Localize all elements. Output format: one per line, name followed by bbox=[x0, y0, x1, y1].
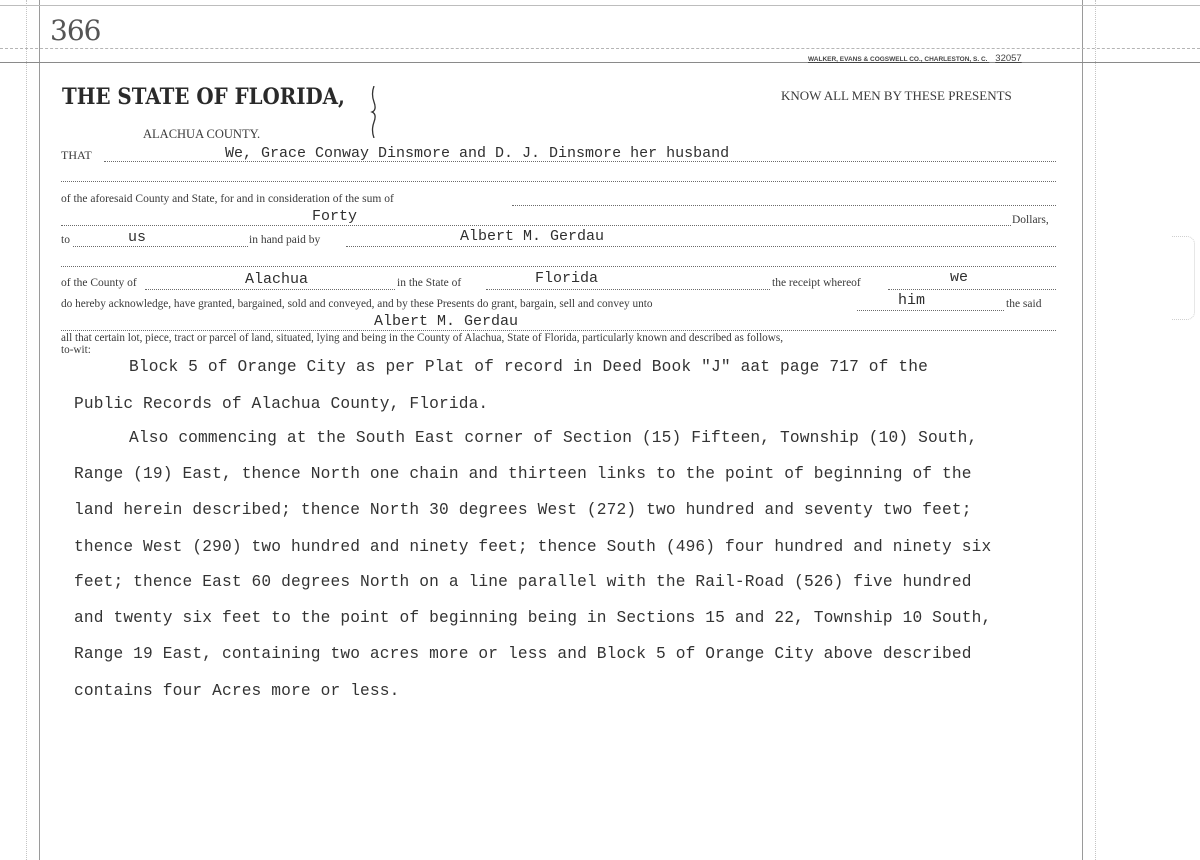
to-value: us bbox=[128, 229, 147, 246]
convey-value: him bbox=[898, 292, 926, 309]
description-line: Range 19 East, containing two acres more or less and Block 5 of Orange City above described bbox=[74, 645, 972, 663]
dollars-label: Dollars, bbox=[1012, 214, 1049, 226]
grantors-value: We, Grace Conway Dinsmore and D. J. Dinsmore her husband bbox=[225, 145, 730, 162]
county-value: Alachua bbox=[245, 271, 309, 288]
consideration-line bbox=[512, 205, 1056, 206]
description-line: Block 5 of Orange City as per Plat of record in Deed Book "J" aat page 717 of the bbox=[129, 358, 928, 376]
know-all-men: KNOW ALL MEN BY THESE PRESENTS bbox=[781, 88, 1012, 103]
grantee-line bbox=[61, 330, 1056, 331]
receipt-value: we bbox=[950, 269, 969, 286]
land-label: all that certain lot, piece, tract or parcel of land, situated, lying and being in the County of Alachua, State of Florida, particularly known and described as follows, bbox=[61, 332, 784, 344]
consideration-label: of the aforesaid County and State, for and in consideration of the sum of bbox=[61, 193, 394, 205]
to-label: to bbox=[61, 234, 70, 246]
to-line bbox=[73, 246, 248, 247]
printer-name: WALKER, EVANS & COGSWELL CO., CHARLESTON, S. C. bbox=[808, 56, 988, 63]
description-line: contains four Acres more or less. bbox=[74, 682, 400, 700]
state-line bbox=[486, 289, 770, 290]
header-rule-upper bbox=[0, 48, 1200, 49]
page-number: 366 bbox=[50, 14, 101, 47]
description-line: and twenty six feet to the point of beginning being in Sections 15 and 22, Township 10 South, bbox=[74, 609, 992, 627]
acknowledge-label: do hereby acknowledge, have granted, bargained, sold and conveyed, and by these Presents do grant, bargain, sell and convey unto bbox=[61, 298, 653, 310]
paid-by-line bbox=[346, 246, 1056, 247]
brace-icon bbox=[368, 86, 382, 138]
blank-line bbox=[61, 181, 1056, 182]
receipt-line bbox=[888, 289, 1056, 290]
description-line: Also commencing at the South East corner of Section (15) Fifteen, Township (10) South, bbox=[129, 429, 978, 447]
that-label: THAT bbox=[61, 148, 92, 162]
description-line: feet; thence East 60 degrees North on a line parallel with the Rail-Road (526) five hundred bbox=[74, 573, 972, 591]
convey-line bbox=[857, 310, 1004, 311]
county-line bbox=[145, 289, 395, 290]
right-margin-line bbox=[1095, 0, 1096, 860]
description-line: land herein described; thence North 30 degrees West (272) two hundred and seventy two feet; bbox=[74, 501, 972, 519]
grantee-value: Albert M. Gerdau bbox=[374, 313, 519, 330]
form-number: 32057 bbox=[995, 53, 1022, 64]
to-wit-label: to-wit: bbox=[61, 344, 91, 356]
paid-by-value: Albert M. Gerdau bbox=[460, 228, 605, 245]
state-value: Florida bbox=[535, 270, 599, 287]
description-line: Public Records of Alachua County, Florida. bbox=[74, 395, 489, 413]
margin-mark bbox=[1172, 236, 1195, 320]
county-of-label: of the County of bbox=[61, 277, 137, 289]
top-rule bbox=[0, 5, 1200, 6]
receipt-label: the receipt whereof bbox=[772, 277, 861, 289]
left-border-line bbox=[39, 0, 40, 860]
description-line: thence West (290) two hundred and ninety feet; thence South (496) four hundred and ninety six bbox=[74, 538, 992, 556]
printer-imprint bbox=[808, 53, 1022, 64]
sum-value: Forty bbox=[312, 208, 358, 225]
the-said-label: the said bbox=[1006, 298, 1042, 310]
state-of-label: in the State of bbox=[397, 277, 462, 289]
blank-line-2 bbox=[61, 266, 1056, 267]
sum-line bbox=[61, 225, 1011, 226]
description-line: Range (19) East, thence North one chain and thirteen links to the point of beginning of the bbox=[74, 465, 972, 483]
county-heading: ALACHUA COUNTY. bbox=[143, 127, 261, 141]
left-margin-line bbox=[26, 0, 27, 860]
state-title: THE STATE OF FLORIDA, bbox=[62, 84, 345, 110]
right-border-line bbox=[1082, 0, 1083, 860]
paid-by-label: in hand paid by bbox=[249, 234, 321, 246]
